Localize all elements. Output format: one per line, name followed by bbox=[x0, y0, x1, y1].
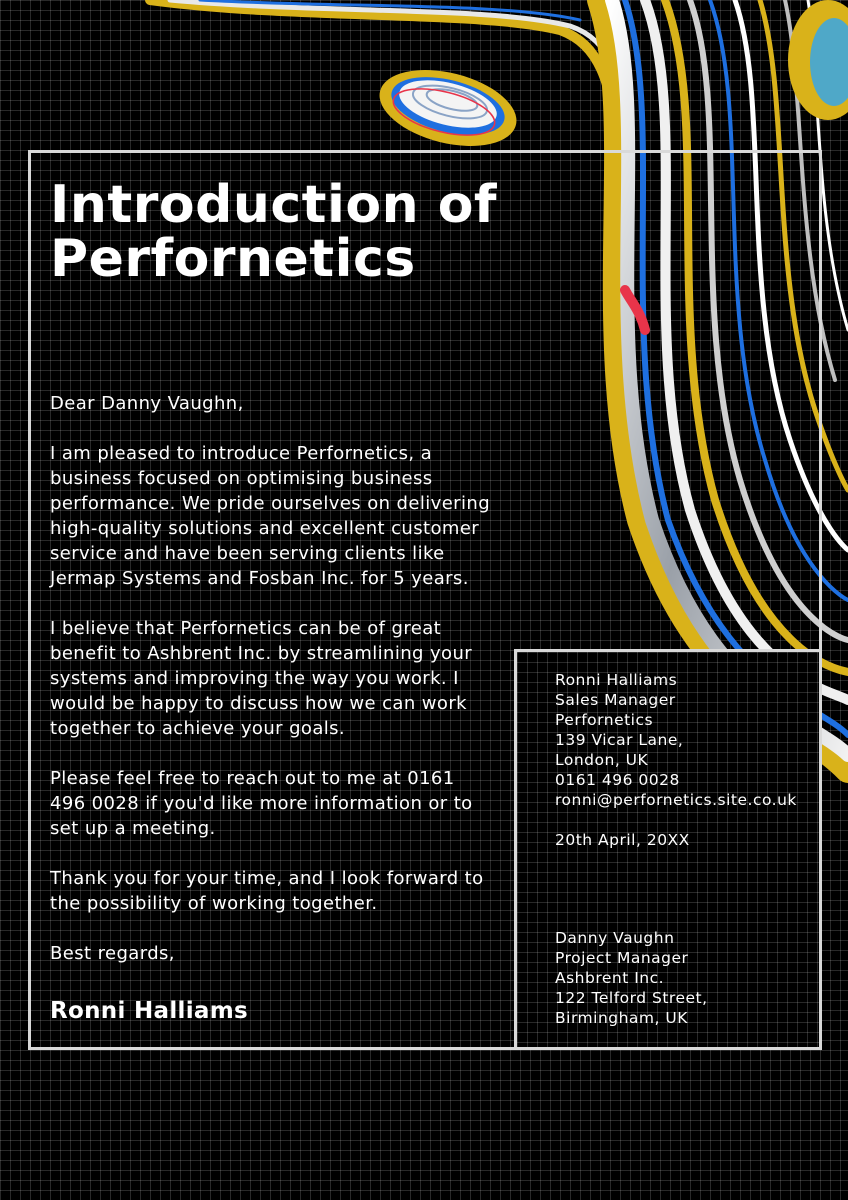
floating-disc-shape bbox=[372, 57, 525, 159]
letter-greeting: Dear Danny Vaughn, bbox=[50, 393, 244, 414]
sender-city: London, UK bbox=[555, 751, 649, 769]
recipient-title: Project Manager bbox=[555, 949, 689, 967]
letter-paragraph-1: I am pleased to introduce Perfornetics, a business focused on optimising business performance. We pride ourselves on delivering high-quality solutions and excellent customer service and have been serving clients like Jermap Systems and Fosban Inc. for 5 years. bbox=[50, 443, 491, 589]
title-line-1: Introduction of bbox=[50, 175, 498, 235]
sender-title: Sales Manager bbox=[555, 691, 676, 709]
letter-paragraph-2: I believe that Perfornetics can be of great benefit to Ashbrent Inc. by streamlining your systems and improving the way you work. I would be happy to discuss how we can work together to achieve your goals. bbox=[50, 618, 473, 739]
recipient-name: Danny Vaughn bbox=[555, 929, 675, 947]
sender-street: 139 Vicar Lane, bbox=[555, 731, 684, 749]
letter-body bbox=[50, 391, 490, 966]
letter-paragraph-3: Please feel free to reach out to me at 0161 496 0028 if you'd like more information or to set up a meeting. bbox=[50, 768, 473, 839]
sender-email: ronni@perfornetics.site.co.uk bbox=[555, 791, 797, 809]
sender-address-block bbox=[555, 670, 815, 810]
sender-phone: 0161 496 0028 bbox=[555, 771, 680, 789]
signature-name: Ronni Halliams bbox=[50, 998, 248, 1024]
letter-date: 20th April, 20XX bbox=[555, 831, 690, 849]
recipient-company: Ashbrent Inc. bbox=[555, 969, 665, 987]
letter-closing: Best regards, bbox=[50, 943, 175, 964]
recipient-address-block bbox=[555, 928, 815, 1028]
recipient-city: Birmingham, UK bbox=[555, 1009, 688, 1027]
title-line-2: Perfornetics bbox=[50, 229, 416, 289]
recipient-street: 122 Telford Street, bbox=[555, 989, 708, 1007]
sender-company: Perfornetics bbox=[555, 711, 654, 729]
page-title bbox=[50, 175, 498, 289]
sender-name: Ronni Halliams bbox=[555, 671, 678, 689]
letter-paragraph-4: Thank you for your time, and I look forward to the possibility of working together. bbox=[50, 868, 484, 914]
